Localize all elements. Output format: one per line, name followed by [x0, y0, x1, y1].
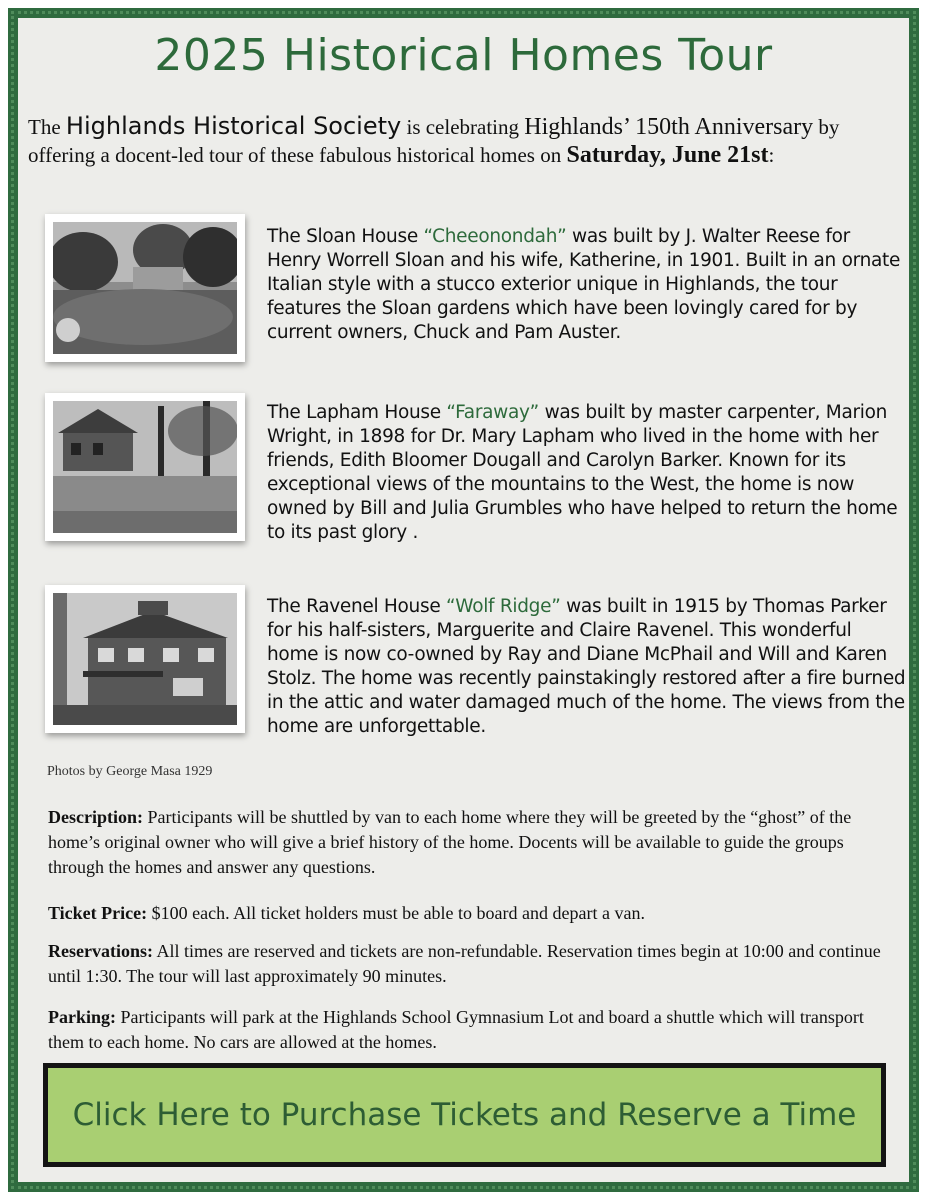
- anniversary-text: Highlands’ 150th Anniversary: [524, 114, 814, 140]
- lapham-house-description: [267, 401, 907, 545]
- page-title: 2025 Historical Homes Tour: [154, 30, 773, 81]
- reservations-section: [48, 939, 898, 989]
- ravenel-house-text: was built in 1915 by Thomas Parker for his half-sisters, Marguerite and Claire Ravenel. This wonderful home is now co-owned by Ray and Diane McPhail and Will and Karen Stolz. The home was recently painstakingly restored after a fire burned in the attic and water damaged much of the home. The views from the home are unforgettable.: [267, 596, 906, 737]
- intro-the: The: [28, 115, 61, 139]
- lapham-house-text: was built by master carpenter, Marion Wright, in 1898 for Dr. Mary Lapham who lived in the home with her friends, Edith Bloomer Dougall and Carolyn Barker. Known for its exceptional views of the mountains to the West, the home is now owned by Bill and Julia Grumbles who have helped to return the home to its past glory .: [267, 402, 898, 543]
- sloan-house-name: “Cheeonondah”: [423, 226, 567, 247]
- ticket-price-label: Ticket Price:: [48, 903, 148, 923]
- ravenel-house-photo: [45, 585, 245, 733]
- parking-label: Parking:: [48, 1007, 117, 1027]
- tour-date: Saturday, June 21st: [566, 142, 769, 168]
- parking-section: [48, 1005, 898, 1055]
- sloan-house-description: [267, 225, 907, 345]
- intro-colon: :: [768, 143, 775, 167]
- parking-text: Participants will park at the Highlands School Gymnasium Lot and board a shuttle which will transport them to each home. No cars are allowed at the homes.: [48, 1007, 864, 1052]
- ravenel-house-description: [267, 595, 907, 739]
- intro-paragraph: [28, 112, 908, 169]
- sloan-house-prefix: The Sloan House: [267, 226, 418, 247]
- intro-celebrating: is celebrating: [406, 115, 520, 139]
- description-section: [48, 805, 898, 880]
- reservations-label: Reservations:: [48, 941, 153, 961]
- sloan-house-text: was built by J. Walter Reese for Henry Worrell Sloan and his wife, Katherine, in 1901. Built in an ornate Italian style with a stucco exterior unique in Highlands, the tour features the Sloan gardens which have been lovingly cared for by current owners, Chuck and Pam Auster.: [267, 226, 901, 343]
- description-text: Participants will be shuttled by van to each home where they will be greeted by the “ghost” of the home’s original owner who will give a brief history of the home. Docents will be available to guide the groups through the homes and answer any questions.: [48, 807, 852, 877]
- lapham-house-image: [53, 401, 237, 533]
- ticket-price-text: $100 each. All ticket holders must be able to board and depart a van.: [151, 903, 645, 923]
- sloan-house-image: [53, 222, 237, 354]
- intro-offering: by offering a docent-led tour of these fabulous historical homes on: [28, 115, 840, 167]
- sloan-house-photo: [45, 214, 245, 362]
- lapham-house-name: “Faraway”: [446, 402, 539, 423]
- ravenel-house-image: [53, 593, 237, 725]
- lapham-house-photo: [45, 393, 245, 541]
- lapham-house-prefix: The Lapham House: [267, 402, 441, 423]
- description-label: Description:: [48, 807, 143, 827]
- reservations-text: All times are reserved and tickets are non-refundable. Reservation times begin at 10:00 and continue until 1:30. The tour will last approximately 90 minutes.: [48, 941, 881, 986]
- photo-credit: Photos by George Masa 1929: [47, 764, 213, 779]
- ticket-price-section: [48, 901, 898, 926]
- ravenel-house-prefix: The Ravenel House: [267, 596, 441, 617]
- purchase-tickets-button[interactable]: Click Here to Purchase Tickets and Reserve a Time: [43, 1063, 886, 1167]
- ravenel-house-name: “Wolf Ridge”: [446, 596, 561, 617]
- society-name: Highlands Historical Society: [65, 112, 402, 140]
